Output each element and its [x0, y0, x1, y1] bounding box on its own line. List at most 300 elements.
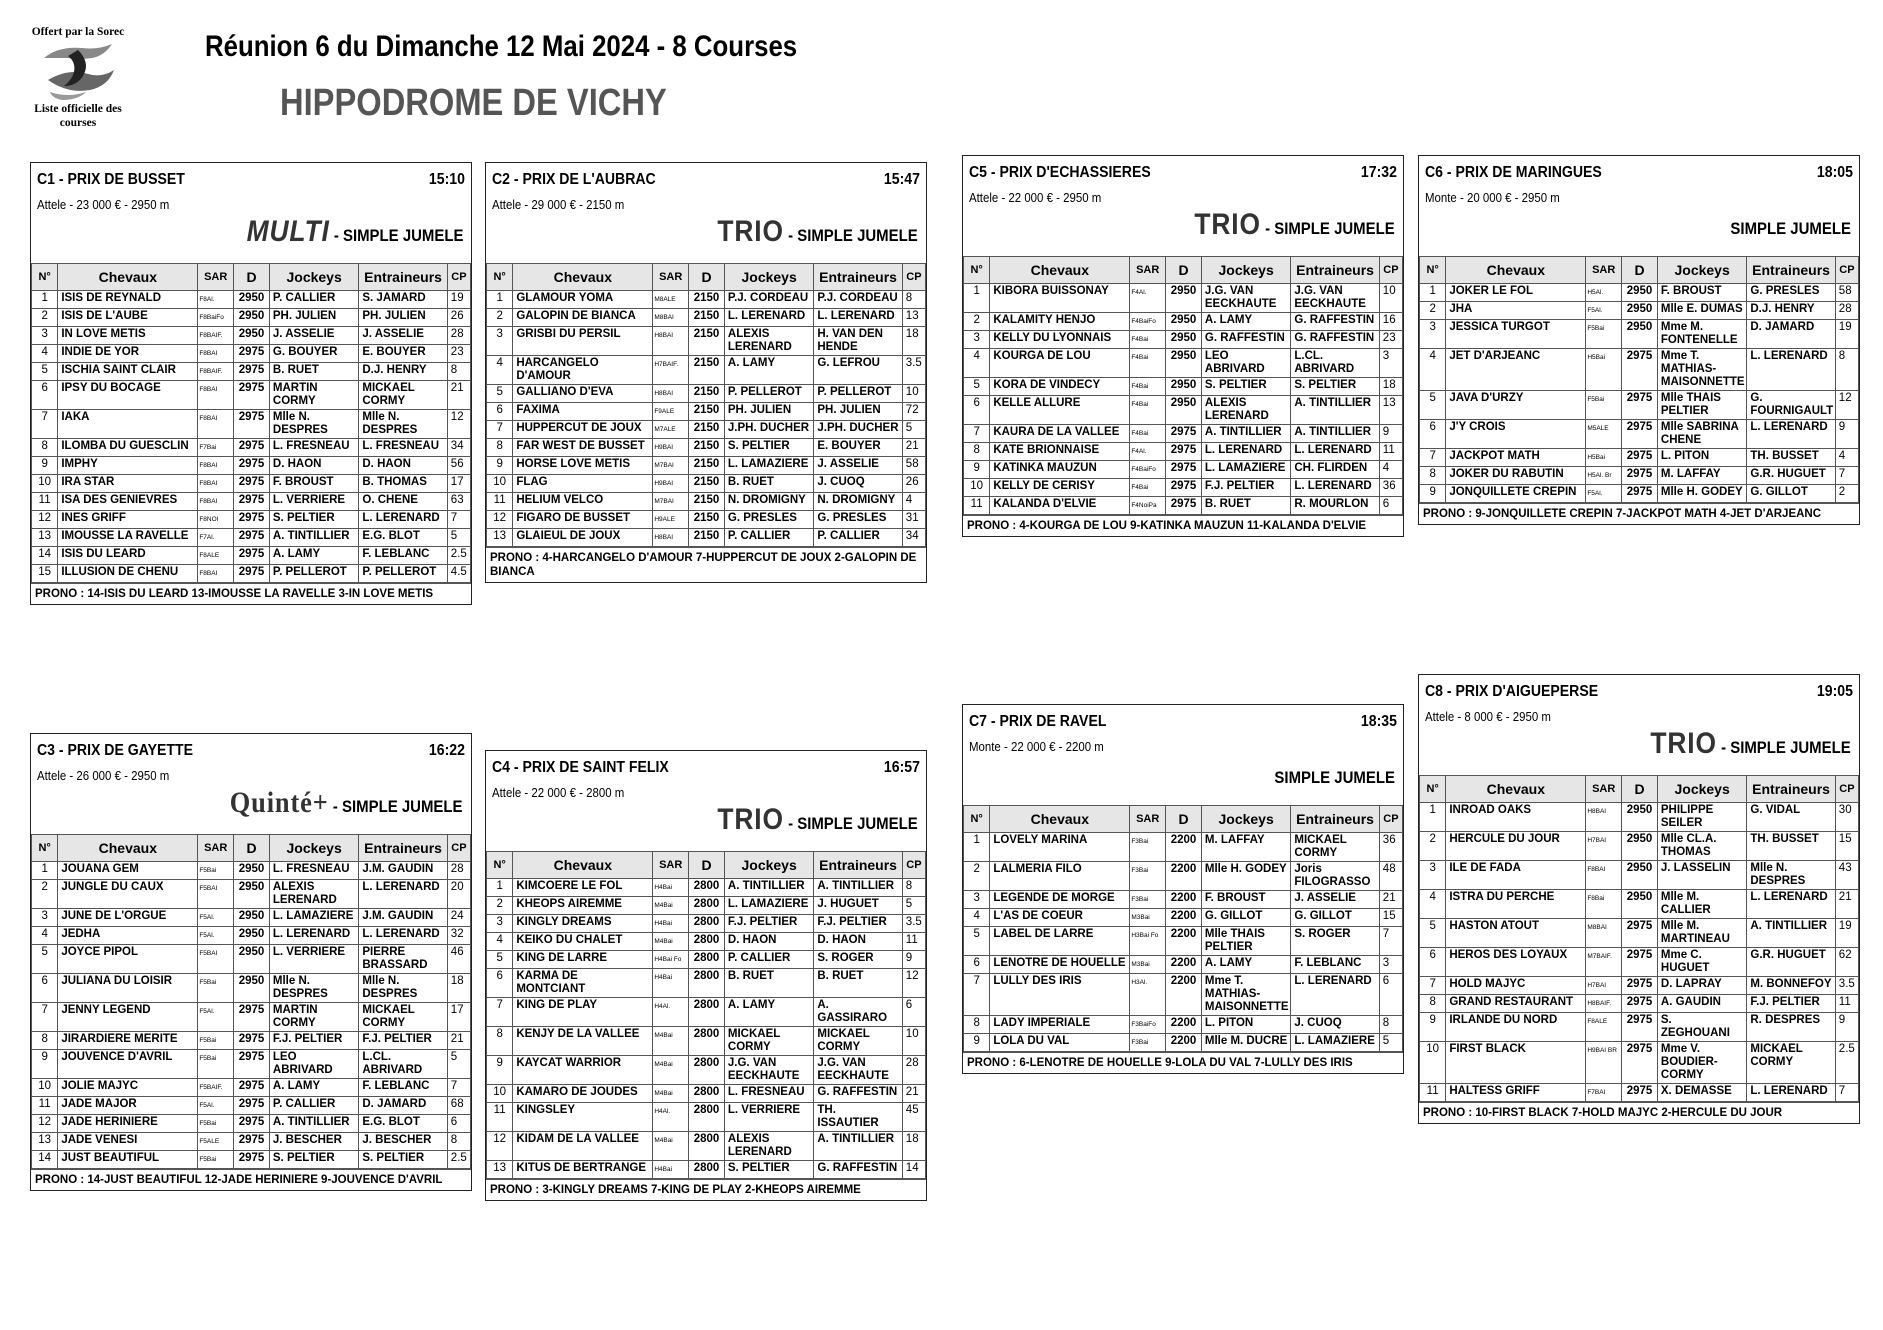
column-header-trainer: Entraineurs	[359, 264, 447, 291]
odds: 10	[902, 385, 925, 403]
column-header-cp: CP	[1379, 257, 1402, 284]
table-row	[487, 933, 926, 951]
horse-sex-age-coat: H4Bai	[653, 915, 689, 933]
odds: 19	[1835, 320, 1858, 349]
table-row	[487, 309, 926, 327]
horse-sex-age-coat: H7BAI	[1586, 832, 1622, 861]
odds: 18	[1379, 378, 1402, 396]
distance: 2950	[1622, 890, 1658, 919]
column-header-trainer: Entraineurs	[359, 835, 447, 862]
runner-number: 8	[1420, 467, 1446, 485]
table-row	[32, 565, 471, 583]
table-row	[487, 1132, 926, 1161]
jockey-name: L. VERRIERE	[269, 945, 358, 974]
trainer-name: J. CUOQ	[814, 475, 902, 493]
distance: 2975	[1622, 995, 1658, 1013]
horse-name: LEGENDE DE MORGE	[990, 891, 1130, 909]
distance: 2950	[1622, 803, 1658, 832]
column-header-horse: Chevaux	[58, 835, 198, 862]
distance: 2975	[234, 511, 270, 529]
runner-number: 6	[32, 974, 58, 1003]
horse-name: ILE DE FADA	[1446, 861, 1586, 890]
horse-sex-age-coat: H4Bai	[653, 1161, 689, 1179]
horse-sex-age-coat: F8BAI	[198, 381, 234, 410]
horse-sex-age-coat: F8BaiFo	[198, 309, 234, 327]
table-row	[1420, 832, 1859, 861]
table-row	[487, 1027, 926, 1056]
distance: 2975	[234, 439, 270, 457]
trainer-name: L. LAMAZIERE	[1291, 1034, 1379, 1052]
runner-number: 8	[964, 1016, 990, 1034]
runner-number: 4	[32, 345, 58, 363]
odds: 12	[902, 969, 925, 998]
race-name: C1 - PRIX DE BUSSET	[37, 171, 185, 188]
trainer-name: L. LERENARD	[359, 880, 447, 909]
table-row	[964, 425, 1403, 443]
table-row	[487, 897, 926, 915]
horse-name: IRA STAR	[58, 475, 198, 493]
trainer-name: L. LERENARD	[1291, 479, 1379, 497]
horse-name: JET D'ARJEANC	[1446, 349, 1586, 391]
odds: 12	[447, 410, 470, 439]
table-row	[32, 1097, 471, 1115]
odds: 3	[1379, 349, 1402, 378]
race-card-c7	[962, 704, 1404, 1074]
runner-number: 11	[32, 1097, 58, 1115]
logo-bottom-text: Liste officielle des courses	[34, 103, 122, 129]
table-row	[487, 439, 926, 457]
bet-types	[1730, 208, 1851, 242]
horse-sex-age-coat: F5Bai	[198, 1151, 234, 1169]
jockey-name: S. PELTIER	[269, 1151, 358, 1169]
table-row	[487, 493, 926, 511]
jockey-name: Mme M. FONTENELLE	[1657, 320, 1746, 349]
odds: 32	[447, 927, 470, 945]
distance: 2975	[234, 1151, 270, 1169]
distance: 2975	[234, 493, 270, 511]
horse-sex-age-coat: M3Bai	[1130, 909, 1166, 927]
table-row	[964, 862, 1403, 891]
column-header-jockey: Jockeys	[1657, 257, 1746, 284]
horse-sex-age-coat: H7BAIF.	[653, 356, 689, 385]
table-row	[32, 909, 471, 927]
column-header-num: N°	[487, 264, 513, 291]
jockey-name: Mlle M. MARTINEAU	[1657, 919, 1746, 948]
jockey-name: P. PELLEROT	[724, 385, 813, 403]
prono-prediction: PRONO : 3-KINGLY DREAMS 7-KING DE PLAY 2-KHEOPS AIREMME	[486, 1179, 926, 1200]
table-row	[32, 529, 471, 547]
table-row	[1420, 977, 1859, 995]
table-row	[32, 1032, 471, 1050]
odds: 3.5	[1835, 977, 1858, 995]
jockey-name: PH. JULIEN	[269, 309, 358, 327]
table-row	[32, 945, 471, 974]
jockey-name: J.G. VAN EECKHAUTE	[724, 1056, 813, 1085]
jockey-name: D. HAON	[269, 457, 358, 475]
horse-sex-age-coat: F8BAI	[198, 565, 234, 583]
racecourse-name: HIPPODROME DE VICHY	[280, 82, 667, 124]
runner-number: 9	[964, 461, 990, 479]
race-time: 16:57	[883, 759, 920, 776]
horse-name: HEROS DES LOYAUX	[1446, 948, 1586, 977]
runner-number: 7	[1420, 977, 1446, 995]
horse-name: INROAD OAKS	[1446, 803, 1586, 832]
odds: 9	[1379, 425, 1402, 443]
table-row	[1420, 485, 1859, 503]
table-row	[32, 1133, 471, 1151]
trainer-name: Mlle N. DESPRES	[359, 974, 447, 1003]
runner-number: 5	[32, 363, 58, 381]
runner-number: 2	[487, 897, 513, 915]
odds: 36	[1379, 479, 1402, 497]
odds: 4	[902, 493, 925, 511]
jockey-name: Mlle E. DUMAS	[1657, 302, 1746, 320]
trainer-name: L. LERENARD	[814, 309, 902, 327]
trainer-name: M. BONNEFOY	[1747, 977, 1835, 995]
distance: 2800	[689, 879, 725, 897]
odds: 21	[902, 1085, 925, 1103]
jockey-name: A. TINTILLIER	[269, 529, 358, 547]
table-row	[32, 493, 471, 511]
horse-name: JULIANA DU LOISIR	[58, 974, 198, 1003]
distance: 2950	[234, 309, 270, 327]
trainer-name: L. LERENARD	[1747, 420, 1835, 449]
jockey-name: B. RUET	[724, 969, 813, 998]
trainer-name: G. VIDAL	[1747, 803, 1835, 832]
trainer-name: G. RAFFESTIN	[814, 1085, 902, 1103]
jockey-name: P. PELLEROT	[269, 565, 358, 583]
odds: 2.5	[1835, 1042, 1858, 1084]
horse-sex-age-coat: F5Al.	[198, 927, 234, 945]
runner-number: 6	[964, 956, 990, 974]
horse-name: GLAMOUR YOMA	[513, 291, 653, 309]
runner-number: 12	[32, 511, 58, 529]
column-header-cp: CP	[902, 852, 925, 879]
horse-name: JOKER DU RABUTIN	[1446, 467, 1586, 485]
trainer-name: N. DROMIGNY	[814, 493, 902, 511]
table-row	[1420, 349, 1859, 391]
distance: 2150	[689, 291, 725, 309]
race-name: C3 - PRIX DE GAYETTE	[37, 742, 193, 759]
horse-sex-age-coat: F7Al.	[198, 529, 234, 547]
runner-number: 1	[1420, 284, 1446, 302]
bet-type-main: TRIO	[1194, 208, 1262, 241]
jockey-name: Mlle H. GODEY	[1657, 485, 1746, 503]
race-conditions: Attele - 8 000 € - 2950 m	[1425, 709, 1551, 724]
jockey-name: S. PELTIER	[269, 511, 358, 529]
horse-name: LALMERIA FILO	[990, 862, 1130, 891]
sorec-logo	[26, 26, 130, 144]
distance: 2150	[689, 511, 725, 529]
distance: 2150	[689, 493, 725, 511]
jockey-name: Mlle H. GODEY	[1201, 862, 1290, 891]
trainer-name: A. TINTILLIER	[1291, 396, 1379, 425]
jockey-name: Mme T. MATHIAS-MAISONNETTE	[1201, 974, 1290, 1016]
jockey-name: L. PITON	[1657, 449, 1746, 467]
horse-sex-age-coat: F4Al.	[1130, 284, 1166, 313]
distance: 2950	[1622, 861, 1658, 890]
horse-name: KAURA DE LA VALLEE	[990, 425, 1130, 443]
runner-number: 10	[964, 479, 990, 497]
trainer-name: A. TINTILLIER	[1291, 425, 1379, 443]
trainer-name: G.R. HUGUET	[1747, 948, 1835, 977]
table-row	[487, 879, 926, 897]
runner-number: 2	[32, 309, 58, 327]
odds: 5	[1379, 1034, 1402, 1052]
jockey-name: A. TINTILLIER	[269, 1115, 358, 1133]
race-header	[486, 163, 926, 263]
distance: 2975	[1166, 479, 1202, 497]
horse-sex-age-coat: H7BAI	[1586, 977, 1622, 995]
jockey-name: J.G. VAN EECKHAUTE	[1201, 284, 1290, 313]
jockey-name: J. LASSELIN	[1657, 861, 1746, 890]
column-header-dist: D	[689, 852, 725, 879]
distance: 2975	[234, 410, 270, 439]
table-row	[487, 457, 926, 475]
bet-types	[230, 786, 463, 820]
odds: 34	[902, 529, 925, 547]
horse-sex-age-coat: F9ALE	[653, 403, 689, 421]
odds: 14	[902, 1161, 925, 1179]
column-header-dist: D	[1166, 257, 1202, 284]
prono-prediction: PRONO : 4-HARCANGELO D'AMOUR 7-HUPPERCUT DE JOUX 2-GALOPIN DE BIANCA	[486, 547, 926, 582]
table-row	[32, 345, 471, 363]
horse-name: JENNY LEGEND	[58, 1003, 198, 1032]
jockey-name: Mlle THAIS PELTIER	[1201, 927, 1290, 956]
distance: 2800	[689, 1056, 725, 1085]
table-row	[32, 410, 471, 439]
runner-number: 7	[1420, 449, 1446, 467]
trainer-name: F.J. PELTIER	[359, 1032, 447, 1050]
odds: 17	[447, 475, 470, 493]
horse-name: KING DE LARRE	[513, 951, 653, 969]
jockey-name: L. FRESNEAU	[724, 1085, 813, 1103]
odds: 5	[447, 529, 470, 547]
column-header-num: N°	[32, 835, 58, 862]
distance: 2800	[689, 969, 725, 998]
distance: 2975	[234, 345, 270, 363]
table-row	[1420, 420, 1859, 449]
horse-name: KENJY DE LA VALLEE	[513, 1027, 653, 1056]
distance: 2975	[1622, 485, 1658, 503]
distance: 2200	[1166, 1034, 1202, 1052]
odds: 20	[447, 880, 470, 909]
odds: 3.5	[902, 356, 925, 385]
trainer-name: D. JAMARD	[359, 1097, 447, 1115]
distance: 2800	[689, 1103, 725, 1132]
odds: 10	[902, 1027, 925, 1056]
jockey-name: L. VERRIERE	[269, 493, 358, 511]
distance: 2150	[689, 385, 725, 403]
horse-sex-age-coat: M4Bai	[653, 1056, 689, 1085]
race-conditions: Attele - 29 000 € - 2150 m	[492, 197, 625, 212]
jockey-name: L. LAMAZIERE	[724, 897, 813, 915]
odds: 9	[902, 951, 925, 969]
trainer-name: Joris FILOGRASSO	[1291, 862, 1379, 891]
trainer-name: J. ASSELIE	[1291, 891, 1379, 909]
odds: 4.5	[447, 565, 470, 583]
trainer-name: L.CL. ABRIVARD	[359, 1050, 447, 1079]
horse-name: HORSE LOVE METIS	[513, 457, 653, 475]
runner-number: 1	[964, 833, 990, 862]
runners-table	[1419, 775, 1859, 1102]
horse-sex-age-coat: H9BAI	[653, 439, 689, 457]
horse-sex-age-coat: F4Al.	[1130, 443, 1166, 461]
trainer-name: G. LEFROU	[814, 356, 902, 385]
runner-number: 4	[1420, 349, 1446, 391]
odds: 5	[447, 1050, 470, 1079]
horse-sex-age-coat: F4Bai	[1130, 349, 1166, 378]
trainer-name: A. TINTILLIER	[814, 1132, 902, 1161]
bet-type-secondary: - SIMPLE JUMELE	[1717, 738, 1851, 757]
table-row	[1420, 1013, 1859, 1042]
runner-number: 3	[964, 331, 990, 349]
runner-number: 2	[964, 313, 990, 331]
race-name: C6 - PRIX DE MARINGUES	[1425, 164, 1602, 181]
horse-name: HALTESS GRIFF	[1446, 1084, 1586, 1102]
horse-sex-age-coat: H8BAI	[653, 529, 689, 547]
odds: 72	[902, 403, 925, 421]
runner-number: 8	[32, 439, 58, 457]
column-header-jockey: Jockeys	[269, 264, 358, 291]
table-row	[1420, 995, 1859, 1013]
runner-number: 13	[32, 1133, 58, 1151]
jockey-name: D. HAON	[724, 933, 813, 951]
horse-name: KALANDA D'ELVIE	[990, 497, 1130, 515]
horse-name: JUNGLE DU CAUX	[58, 880, 198, 909]
runner-number: 9	[487, 457, 513, 475]
race-name: C8 - PRIX D'AIGUEPERSE	[1425, 683, 1599, 700]
trainer-name: D. HAON	[359, 457, 447, 475]
race-header	[1419, 156, 1859, 256]
column-header-trainer: Entraineurs	[814, 852, 902, 879]
race-header	[31, 163, 471, 263]
horse-sex-age-coat: M5ALE	[1586, 420, 1622, 449]
distance: 2975	[234, 1097, 270, 1115]
horse-name: HARCANGELO D'AMOUR	[513, 356, 653, 385]
horse-name: KINGSLEY	[513, 1103, 653, 1132]
horse-sex-age-coat: F5Bai	[198, 862, 234, 880]
table-row	[487, 511, 926, 529]
distance: 2150	[689, 309, 725, 327]
trainer-name: F.J. PELTIER	[1747, 995, 1835, 1013]
distance: 2975	[1622, 1084, 1658, 1102]
horse-name: HERCULE DU JOUR	[1446, 832, 1586, 861]
table-row	[487, 327, 926, 356]
runner-number: 7	[487, 421, 513, 439]
runner-number: 2	[32, 880, 58, 909]
trainer-name: R. MOURLON	[1291, 497, 1379, 515]
distance: 2975	[1622, 391, 1658, 420]
runner-number: 12	[487, 511, 513, 529]
table-row	[487, 356, 926, 385]
distance: 2975	[1622, 349, 1658, 391]
runner-number: 11	[487, 493, 513, 511]
jockey-name: A. LAMY	[1201, 956, 1290, 974]
trainer-name: L.CL. ABRIVARD	[1291, 349, 1379, 378]
table-row	[1420, 467, 1859, 485]
horse-sex-age-coat: F5Bai	[198, 1115, 234, 1133]
table-row	[32, 862, 471, 880]
column-header-jockey: Jockeys	[724, 264, 813, 291]
odds: 45	[902, 1103, 925, 1132]
prono-prediction: PRONO : 6-LENOTRE DE HOUELLE 9-LOLA DU VAL 7-LULLY DES IRIS	[963, 1052, 1403, 1073]
table-row	[1420, 391, 1859, 420]
horse-sex-age-coat: F8Al.	[198, 291, 234, 309]
jockey-name: J. ASSELIE	[269, 327, 358, 345]
odds: 2.5	[447, 1151, 470, 1169]
column-header-jockey: Jockeys	[1201, 806, 1290, 833]
trainer-name: CH. FLIRDEN	[1291, 461, 1379, 479]
column-header-num: N°	[1420, 776, 1446, 803]
horse-sex-age-coat: F8ALE	[198, 547, 234, 565]
race-conditions: Monte - 20 000 € - 2950 m	[1425, 190, 1560, 205]
bet-type-main: TRIO	[717, 803, 785, 836]
column-header-horse: Chevaux	[513, 852, 653, 879]
race-header	[963, 705, 1403, 805]
jockey-name: A. LAMY	[269, 1079, 358, 1097]
horse-sex-age-coat: H8BAIF.	[1586, 995, 1622, 1013]
horse-sex-age-coat: M8ALE	[653, 291, 689, 309]
horse-sex-age-coat: F5Bai	[1586, 320, 1622, 349]
odds: 2.5	[447, 547, 470, 565]
odds: 26	[447, 309, 470, 327]
odds: 58	[902, 457, 925, 475]
bet-type-secondary: - SIMPLE JUMELE	[329, 797, 463, 816]
odds: 6	[1379, 497, 1402, 515]
horse-sex-age-coat: F5Bai	[198, 1032, 234, 1050]
distance: 2950	[1622, 320, 1658, 349]
horse-name: JADE HERINIERE	[58, 1115, 198, 1133]
runner-number: 5	[1420, 919, 1446, 948]
table-row	[487, 421, 926, 439]
table-row	[32, 457, 471, 475]
runner-number: 4	[32, 927, 58, 945]
runner-number: 9	[487, 1056, 513, 1085]
horse-name: JACKPOT MATH	[1446, 449, 1586, 467]
column-header-num: N°	[487, 852, 513, 879]
table-row	[964, 974, 1403, 1016]
runner-number: 5	[32, 945, 58, 974]
table-row	[964, 833, 1403, 862]
trainer-name: G. RAFFESTIN	[814, 1161, 902, 1179]
distance: 2975	[234, 457, 270, 475]
column-header-jockey: Jockeys	[269, 835, 358, 862]
bet-types	[1195, 208, 1395, 242]
bet-types	[1274, 757, 1395, 791]
horse-name: HASTON ATOUT	[1446, 919, 1586, 948]
race-name: C7 - PRIX DE RAVEL	[969, 713, 1107, 730]
column-header-trainer: Entraineurs	[1747, 257, 1835, 284]
jockey-name: D. LAPRAY	[1657, 977, 1746, 995]
odds: 26	[902, 475, 925, 493]
jockey-name: L. LERENARD	[724, 309, 813, 327]
distance: 2800	[689, 951, 725, 969]
horse-name: KIDAM DE LA VALLEE	[513, 1132, 653, 1161]
table-row	[964, 396, 1403, 425]
distance: 2975	[1622, 420, 1658, 449]
table-row	[32, 309, 471, 327]
jockey-name: L. LERENARD	[1201, 443, 1290, 461]
horse-sex-age-coat: F4Bai	[1130, 378, 1166, 396]
runner-number: 11	[32, 493, 58, 511]
odds: 5	[902, 897, 925, 915]
trainer-name: J. BESCHER	[359, 1133, 447, 1151]
trainer-name: G. RAFFESTIN	[1291, 331, 1379, 349]
horse-name: LULLY DES IRIS	[990, 974, 1130, 1016]
bet-type-main: TRIO	[717, 215, 785, 248]
trainer-name: E. BOUYER	[359, 345, 447, 363]
